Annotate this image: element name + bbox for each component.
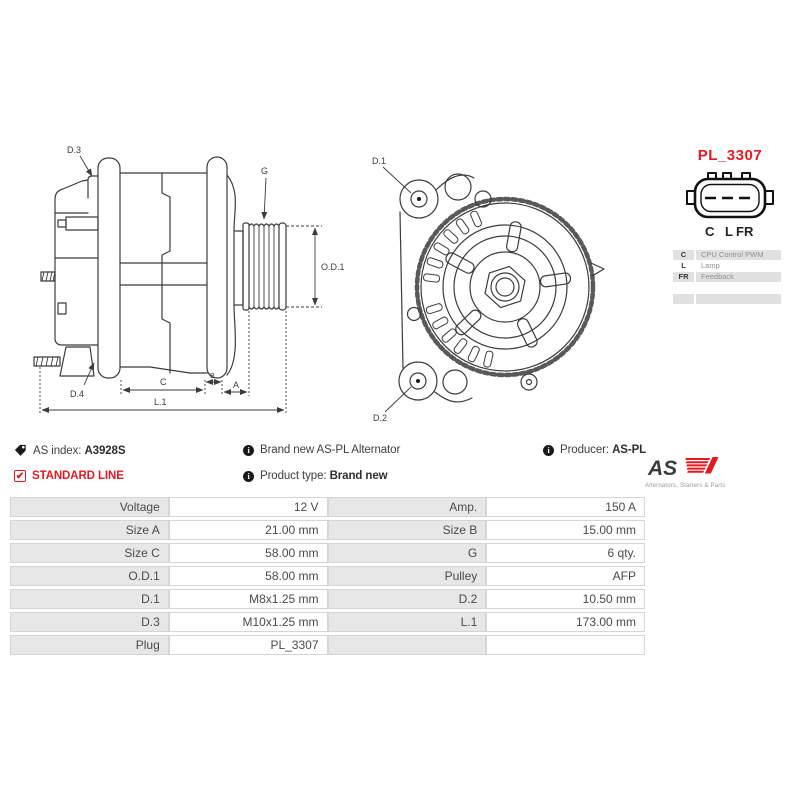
spec-value-cell: 58.00 mm (169, 566, 328, 586)
brand-text: Brand new AS-PL Alternator (260, 444, 401, 456)
product-type-value: Brand new (329, 470, 388, 482)
legend-row (673, 294, 781, 304)
spec-label-cell: Size A (10, 520, 169, 540)
product-type-label: Product type: (260, 470, 327, 482)
spec-row (10, 589, 645, 609)
spec-table (10, 494, 645, 658)
pin-legend-table (673, 250, 781, 304)
dim-label-d4: D.4 (70, 389, 85, 399)
spec-table-body (10, 497, 645, 655)
spec-value-cell: 15.00 mm (486, 520, 645, 540)
spec-row (10, 612, 645, 632)
dim-label-g: G (261, 166, 269, 176)
producer-text (560, 444, 646, 456)
spec-label-cell: D.3 (10, 612, 169, 632)
pin-label-l: L (725, 224, 733, 239)
dim-label-d1: D.1 (372, 156, 387, 166)
producer-label: Producer: (560, 444, 609, 456)
producer-value: AS-PL (612, 444, 647, 456)
plug-connector-drawing (680, 171, 780, 223)
spec-value-cell: M10x1.25 mm (169, 612, 328, 632)
dim-label-a: A (233, 380, 240, 390)
legend-desc-cell: Lamp (701, 261, 720, 270)
legend-pin-cell (673, 283, 694, 293)
legend-desc-cell (696, 283, 781, 293)
legend-row (673, 272, 781, 282)
spec-value-cell: 150 A (486, 497, 645, 517)
spec-row (10, 520, 645, 540)
spec-value-cell: M8x1.25 mm (169, 589, 328, 609)
spec-row (10, 635, 645, 655)
alternator-front-view-drawing (352, 130, 637, 430)
dim-label-c: C (160, 377, 167, 387)
logo-text: AS (648, 457, 678, 478)
spec-value-cell: 173.00 mm (486, 612, 645, 632)
legend-desc-cell (696, 294, 781, 304)
spec-value-cell: 12 V (169, 497, 328, 517)
spec-value-cell: 21.00 mm (169, 520, 328, 540)
spec-label-cell: Voltage (10, 497, 169, 517)
legend-pin-cell (673, 294, 694, 304)
spec-label-cell: O.D.1 (10, 566, 169, 586)
legend-pin-cell: C (673, 250, 694, 260)
info-icon: i (243, 445, 254, 456)
spec-label-cell: D.2 (328, 589, 487, 609)
spec-value-cell: 6 qty. (486, 543, 645, 563)
plug-code-title: PL_3307 (697, 147, 763, 164)
spec-label-cell: Size B (328, 520, 487, 540)
dim-label-l1: L.1 (154, 397, 167, 407)
product-type-item (243, 470, 387, 482)
spec-label-cell: Amp. (328, 497, 487, 517)
spec-value-cell: 58.00 mm (169, 543, 328, 563)
logo-caption: Alternators, Starters & Parts (645, 483, 726, 489)
producer-item (543, 444, 646, 456)
as-pl-logo (645, 456, 726, 489)
legend-row (673, 261, 781, 271)
standard-line-label: STANDARD LINE (32, 470, 124, 482)
spec-label-cell: D.1 (10, 589, 169, 609)
checkbox-icon: ✔ (15, 470, 25, 482)
spec-label-cell: Plug (10, 635, 169, 655)
as-index-item (14, 444, 125, 457)
spec-label-cell: Pulley (328, 566, 487, 586)
as-index-label: AS index: (33, 444, 82, 457)
legend-row (673, 283, 781, 293)
tag-icon (14, 444, 27, 457)
spec-value-cell: 10.50 mm (486, 589, 645, 609)
as-index-text (33, 445, 125, 457)
dim-label-d2: D.2 (373, 413, 388, 423)
pin-label-c: C (705, 224, 715, 239)
spec-label-cell (328, 635, 487, 655)
spec-label-cell: G (328, 543, 487, 563)
product-type-text (260, 470, 387, 482)
spec-row (10, 543, 645, 563)
spec-value-cell: AFP (486, 566, 645, 586)
as-index-value: A3928S (84, 444, 126, 457)
plug-panel (663, 147, 797, 305)
legend-desc-cell: CPU Control PWM (696, 250, 781, 260)
info-icon: i (543, 445, 554, 456)
spec-value-cell: PL_3307 (169, 635, 328, 655)
legend-desc-cell: Feedback (696, 272, 781, 282)
dim-label-d3: D.3 (67, 145, 82, 155)
spec-label-cell: Size C (10, 543, 169, 563)
alternator-side-view-drawing (30, 133, 350, 425)
pin-label-fr: FR (736, 224, 754, 239)
legend-pin-cell: FR (673, 272, 694, 282)
legend-row (673, 250, 781, 260)
dim-label-b: B (210, 373, 215, 380)
as-pl-logo-mark (647, 456, 721, 478)
brand-item (243, 444, 400, 456)
plug-pin-labels (663, 224, 797, 241)
spec-label-cell: L.1 (328, 612, 487, 632)
dim-label-od1: O.D.1 (321, 262, 345, 272)
standard-line-item (14, 470, 124, 482)
legend-pin-cell: L (681, 261, 686, 270)
spec-row (10, 497, 645, 517)
info-icon: i (243, 471, 254, 482)
spec-value-cell (486, 635, 645, 655)
spec-row (10, 566, 645, 586)
